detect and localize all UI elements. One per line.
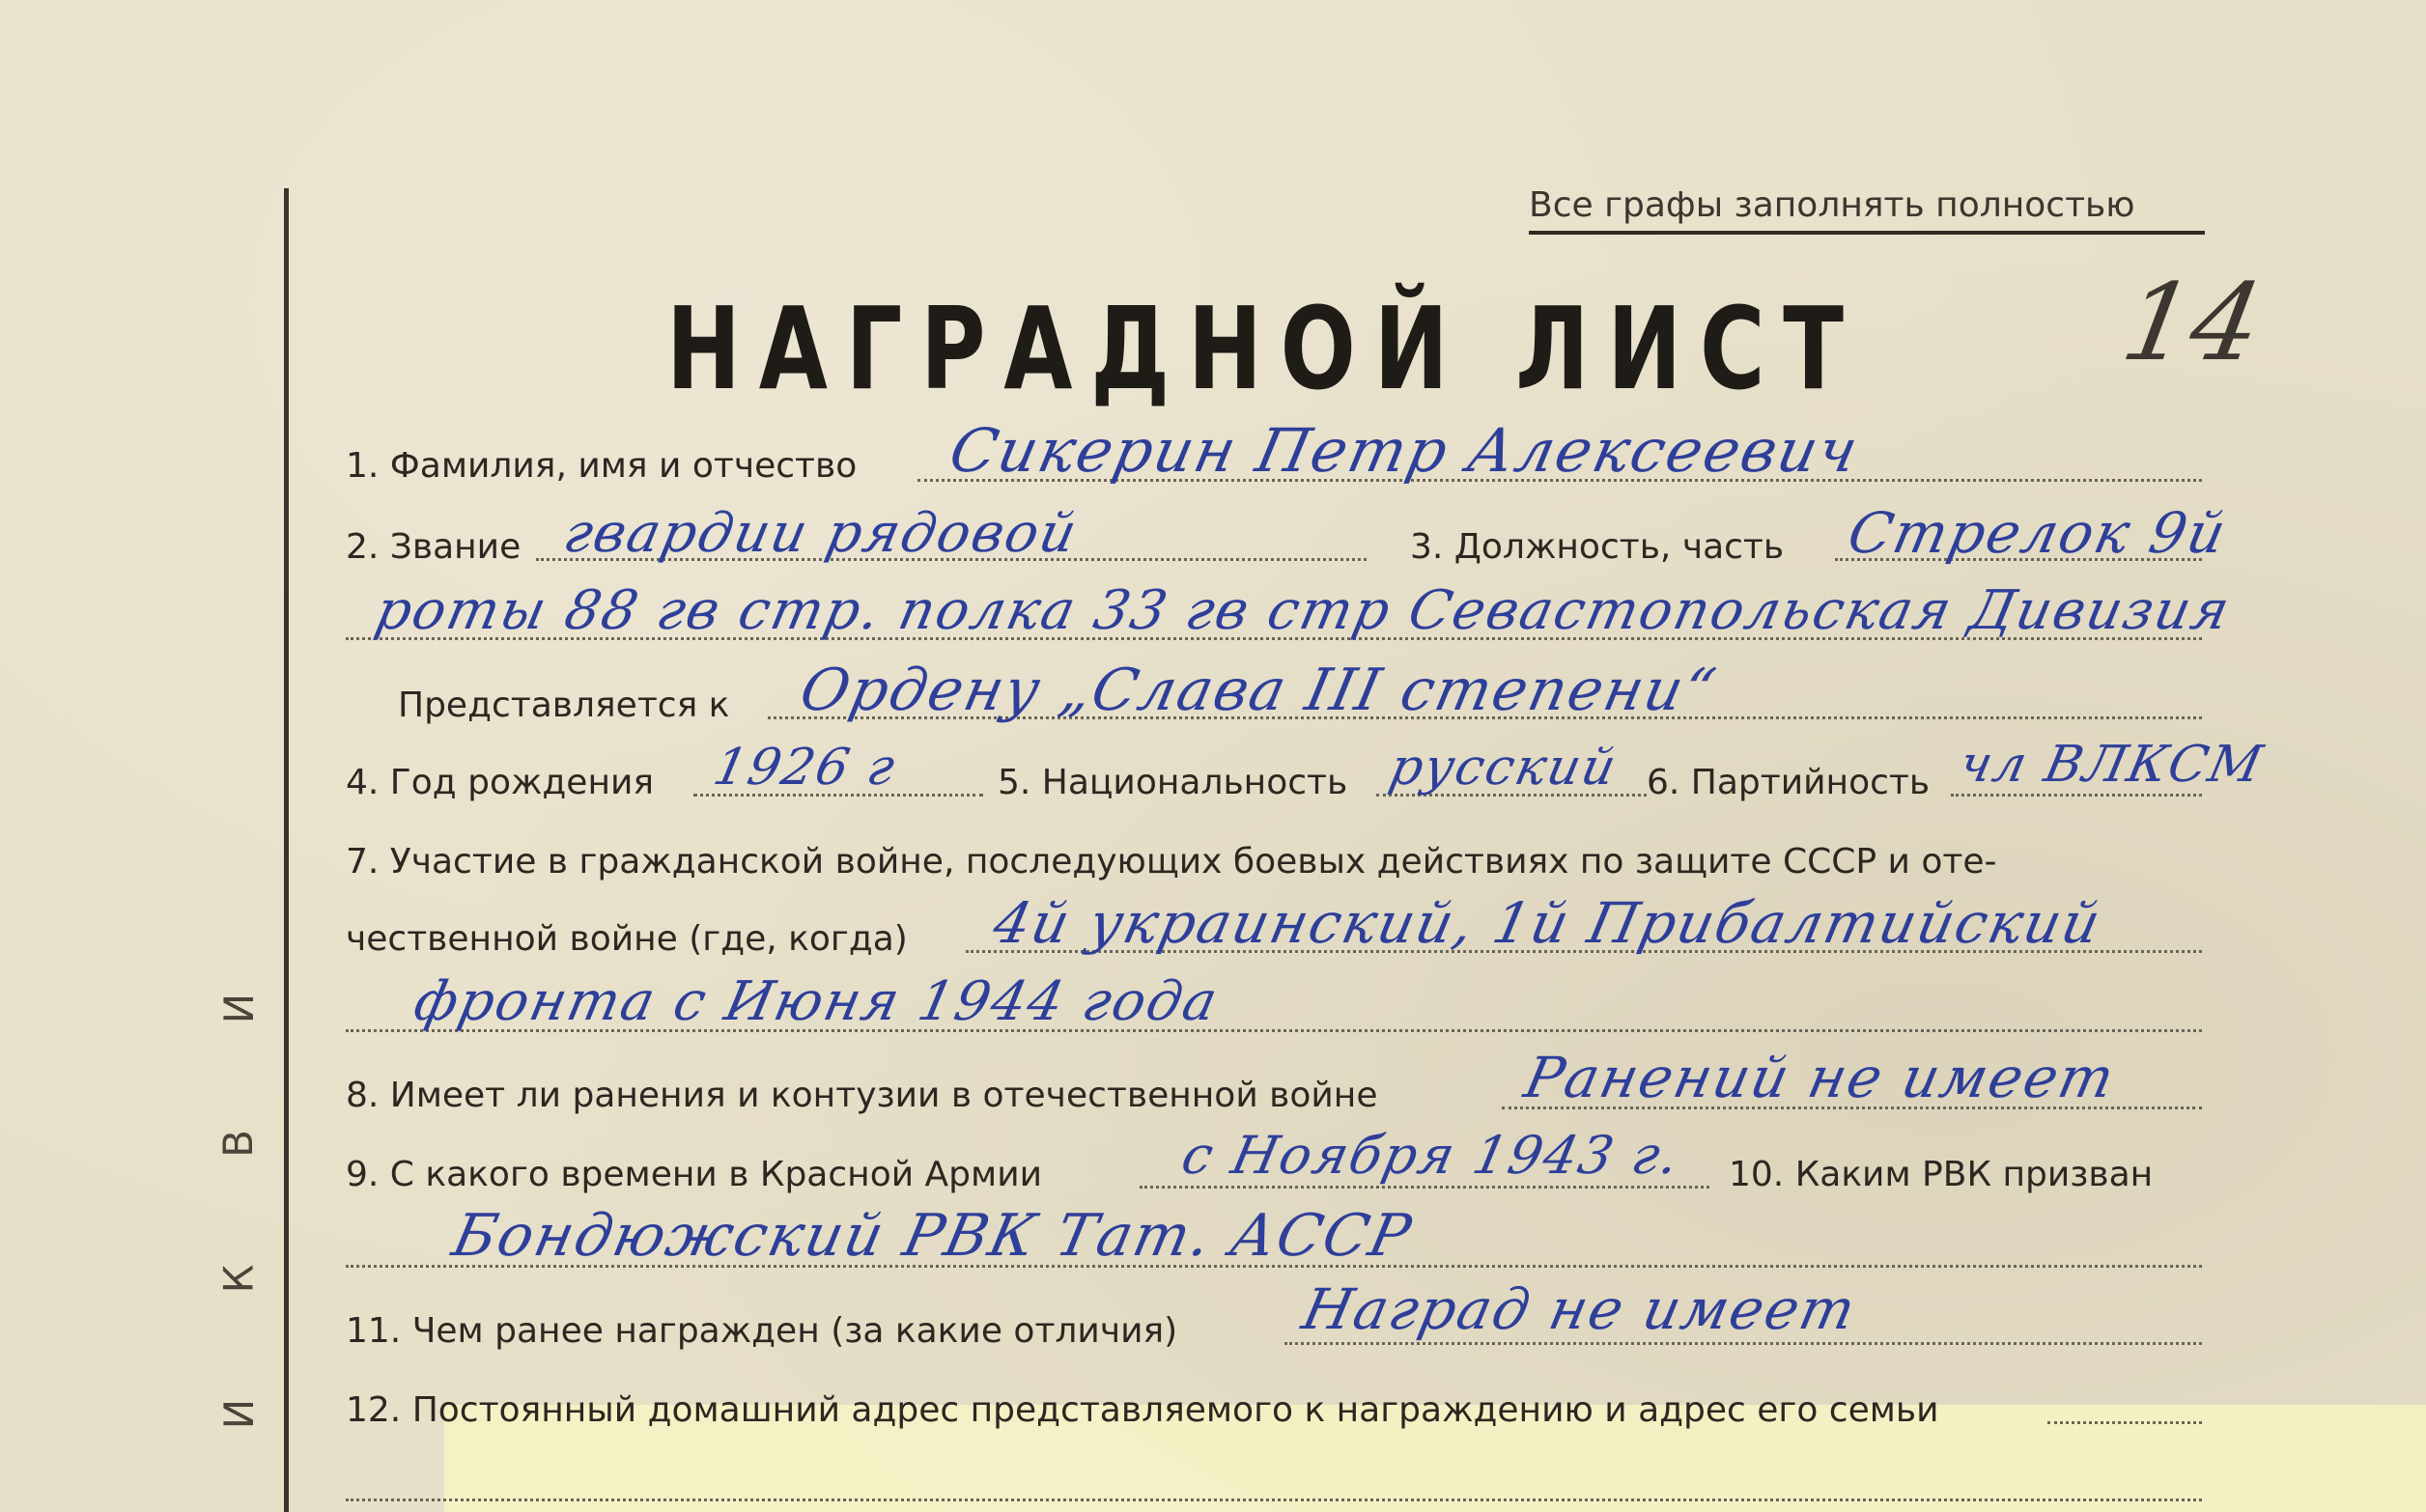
field-label-nationality: 5. Национальность	[998, 763, 1348, 802]
field-label-nominated: Представляется к	[398, 686, 730, 725]
field-value-nominated: Ордену „Слава III степени“	[794, 657, 1723, 724]
field-value-war-participation-cont: фронта с Июня 1944 года	[409, 970, 1225, 1033]
field-label-previous-awards: 11. Чем ранее награжден (за какие отличия)	[346, 1311, 1178, 1351]
field-label-position: 3. Должность, часть	[1410, 527, 1785, 567]
sidebar-letter: И	[215, 993, 264, 1024]
field-line	[1284, 1342, 2202, 1345]
field-value-rank: гвардии рядовой	[558, 502, 1084, 565]
field-value-party: чл ВЛКСМ	[1954, 736, 2270, 794]
field-label-wounds: 8. Имеет ли ранения и контузии в отечественной войне	[346, 1076, 1378, 1115]
field-value-position: Стрелок 9й	[1842, 500, 2234, 566]
sidebar-letter: И	[215, 1398, 264, 1430]
field-line	[2047, 1421, 2202, 1424]
sidebar-letter: В	[213, 1130, 262, 1158]
field-label-war-participation: 7. Участие в гражданской войне, последующих боевых действиях по защите СССР и оте-	[346, 842, 1997, 882]
page-mark: 14	[2113, 261, 2271, 384]
sidebar-letter: К	[214, 1264, 263, 1294]
field-value-nationality: русский	[1384, 739, 1623, 797]
field-label-war-participation-cont: чественной войне (где, когда)	[346, 919, 908, 959]
field-label-home-address: 12. Постоянный домашний адрес представляемого к награждению и адрес его семьи	[346, 1390, 1939, 1430]
field-label-rank: 2. Звание	[346, 527, 522, 567]
field-value-position-cont: роты 88 гв стр. полка 33 гв стр Севастопольская Дивизия	[370, 579, 2237, 642]
field-value-name: Сикерин Петр Алексеевич	[944, 415, 1866, 486]
field-line	[1140, 1186, 1709, 1189]
field-label-name: 1. Фамилия, имя и отчество	[346, 446, 858, 486]
field-value-rvk: Бондюжский РВК Тат. АССР	[446, 1202, 1419, 1270]
document-title: НАГРАДНОЙ ЛИСТ	[666, 282, 1862, 415]
field-label-birth-year: 4. Год рождения	[346, 763, 655, 802]
field-line	[346, 1498, 2202, 1501]
field-label-party: 6. Партийность	[1647, 763, 1931, 802]
field-value-army-since: с Ноября 1943 г.	[1176, 1125, 1686, 1186]
field-label-rvk: 10. Каким РВК призван	[1729, 1155, 2154, 1194]
binding-margin-line	[284, 188, 289, 1512]
field-value-wounds: Ранений не имеет	[1518, 1045, 2122, 1110]
field-value-birth-year: 1926 г	[708, 739, 902, 797]
field-value-previous-awards: Наград не имеет	[1296, 1276, 1863, 1342]
field-line	[1951, 794, 2202, 797]
fill-instruction: Все графы заполнять полностью	[1529, 185, 2205, 235]
field-label-army-since: 9. С какого времени в Красной Армии	[346, 1155, 1042, 1194]
field-value-war-participation: 4й украинский, 1й Прибалтийский	[987, 890, 2108, 956]
